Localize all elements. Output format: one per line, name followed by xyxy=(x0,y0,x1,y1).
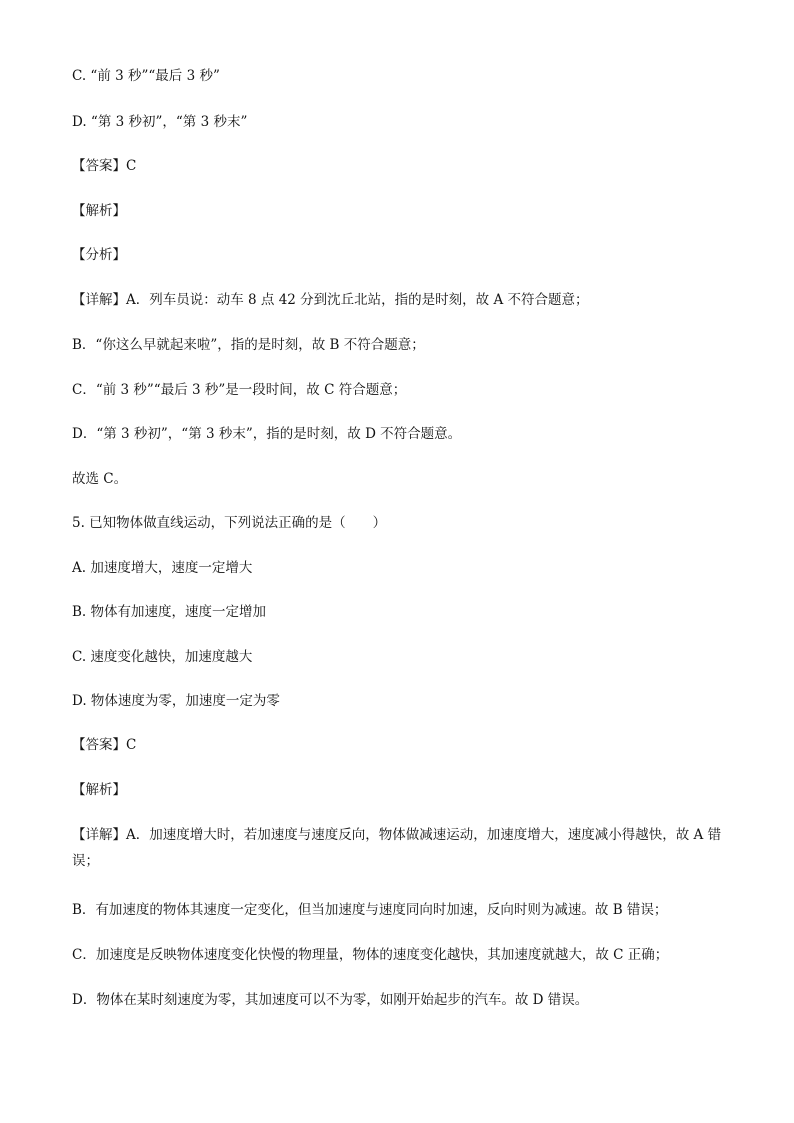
q5-stem: 5. 已知物体做直线运动，下列说法正确的是（ ） xyxy=(72,515,387,531)
q4-detail-d: D．“第 3 秒初”，“第 3 秒末”，指的是时刻，故 D 不符合题意。 xyxy=(72,426,462,442)
detail-text: A．列车员说：动车 8 点 42 分到沈丘北站，指的是时刻，故 A 不符合题意； xyxy=(126,292,589,308)
detail-text: A．加速度增大时，若加速度与速度反向，物体做减速运动，加速度增大，速度减小得越快，故 A 错误； xyxy=(72,827,722,869)
q4-answer xyxy=(72,156,732,176)
q4-analysis-label: 【解析】 xyxy=(72,203,126,219)
q5-detail-d: D．物体在某时刻速度为零，其加速度可以不为零，如刚开始起步的汽车。故 D 错误。 xyxy=(72,992,589,1008)
q4-option-d: D. “第 3 秒初”，“第 3 秒末” xyxy=(72,114,248,130)
q5-option-c: C. 速度变化越快，加速度越大 xyxy=(72,649,253,665)
q4-detail-a xyxy=(72,290,732,310)
q5-detail-a xyxy=(72,822,732,874)
q4-option-c: C. “前 3 秒”“最后 3 秒” xyxy=(72,68,220,84)
q5-option-a: A. 加速度增大，速度一定增大 xyxy=(72,560,253,576)
q5-detail-c: C．加速度是反映物体速度变化快慢的物理量，物体的速度变化越快，其加速度就越大，故 C 正确； xyxy=(72,947,669,963)
answer-label: 【答案】 xyxy=(72,737,126,753)
q5-detail-b: B．有加速度的物体其速度一定变化，但当加速度与速度同向时加速，反向时则为减速。故 B 错误； xyxy=(72,902,668,918)
q5-answer xyxy=(72,735,732,755)
answer-value: C xyxy=(126,158,137,174)
q5-analysis-label: 【解析】 xyxy=(72,782,126,798)
q4-fenxi-label: 【分析】 xyxy=(72,247,126,263)
answer-value: C xyxy=(126,737,137,753)
answer-label: 【答案】 xyxy=(72,158,126,174)
q4-detail-c: C．“前 3 秒”“最后 3 秒”是一段时间，故 C 符合题意； xyxy=(72,382,407,398)
detail-label: 【详解】 xyxy=(72,827,126,843)
q4-conclusion: 故选 C。 xyxy=(72,471,128,487)
q4-detail-b: B．“你这么早就起来啦”，指的是时刻，故 B 不符合题意； xyxy=(72,337,425,353)
q5-option-d: D. 物体速度为零，加速度一定为零 xyxy=(72,693,280,709)
detail-label: 【详解】 xyxy=(72,292,126,308)
q5-option-b: B. 物体有加速度，速度一定增加 xyxy=(72,604,267,620)
